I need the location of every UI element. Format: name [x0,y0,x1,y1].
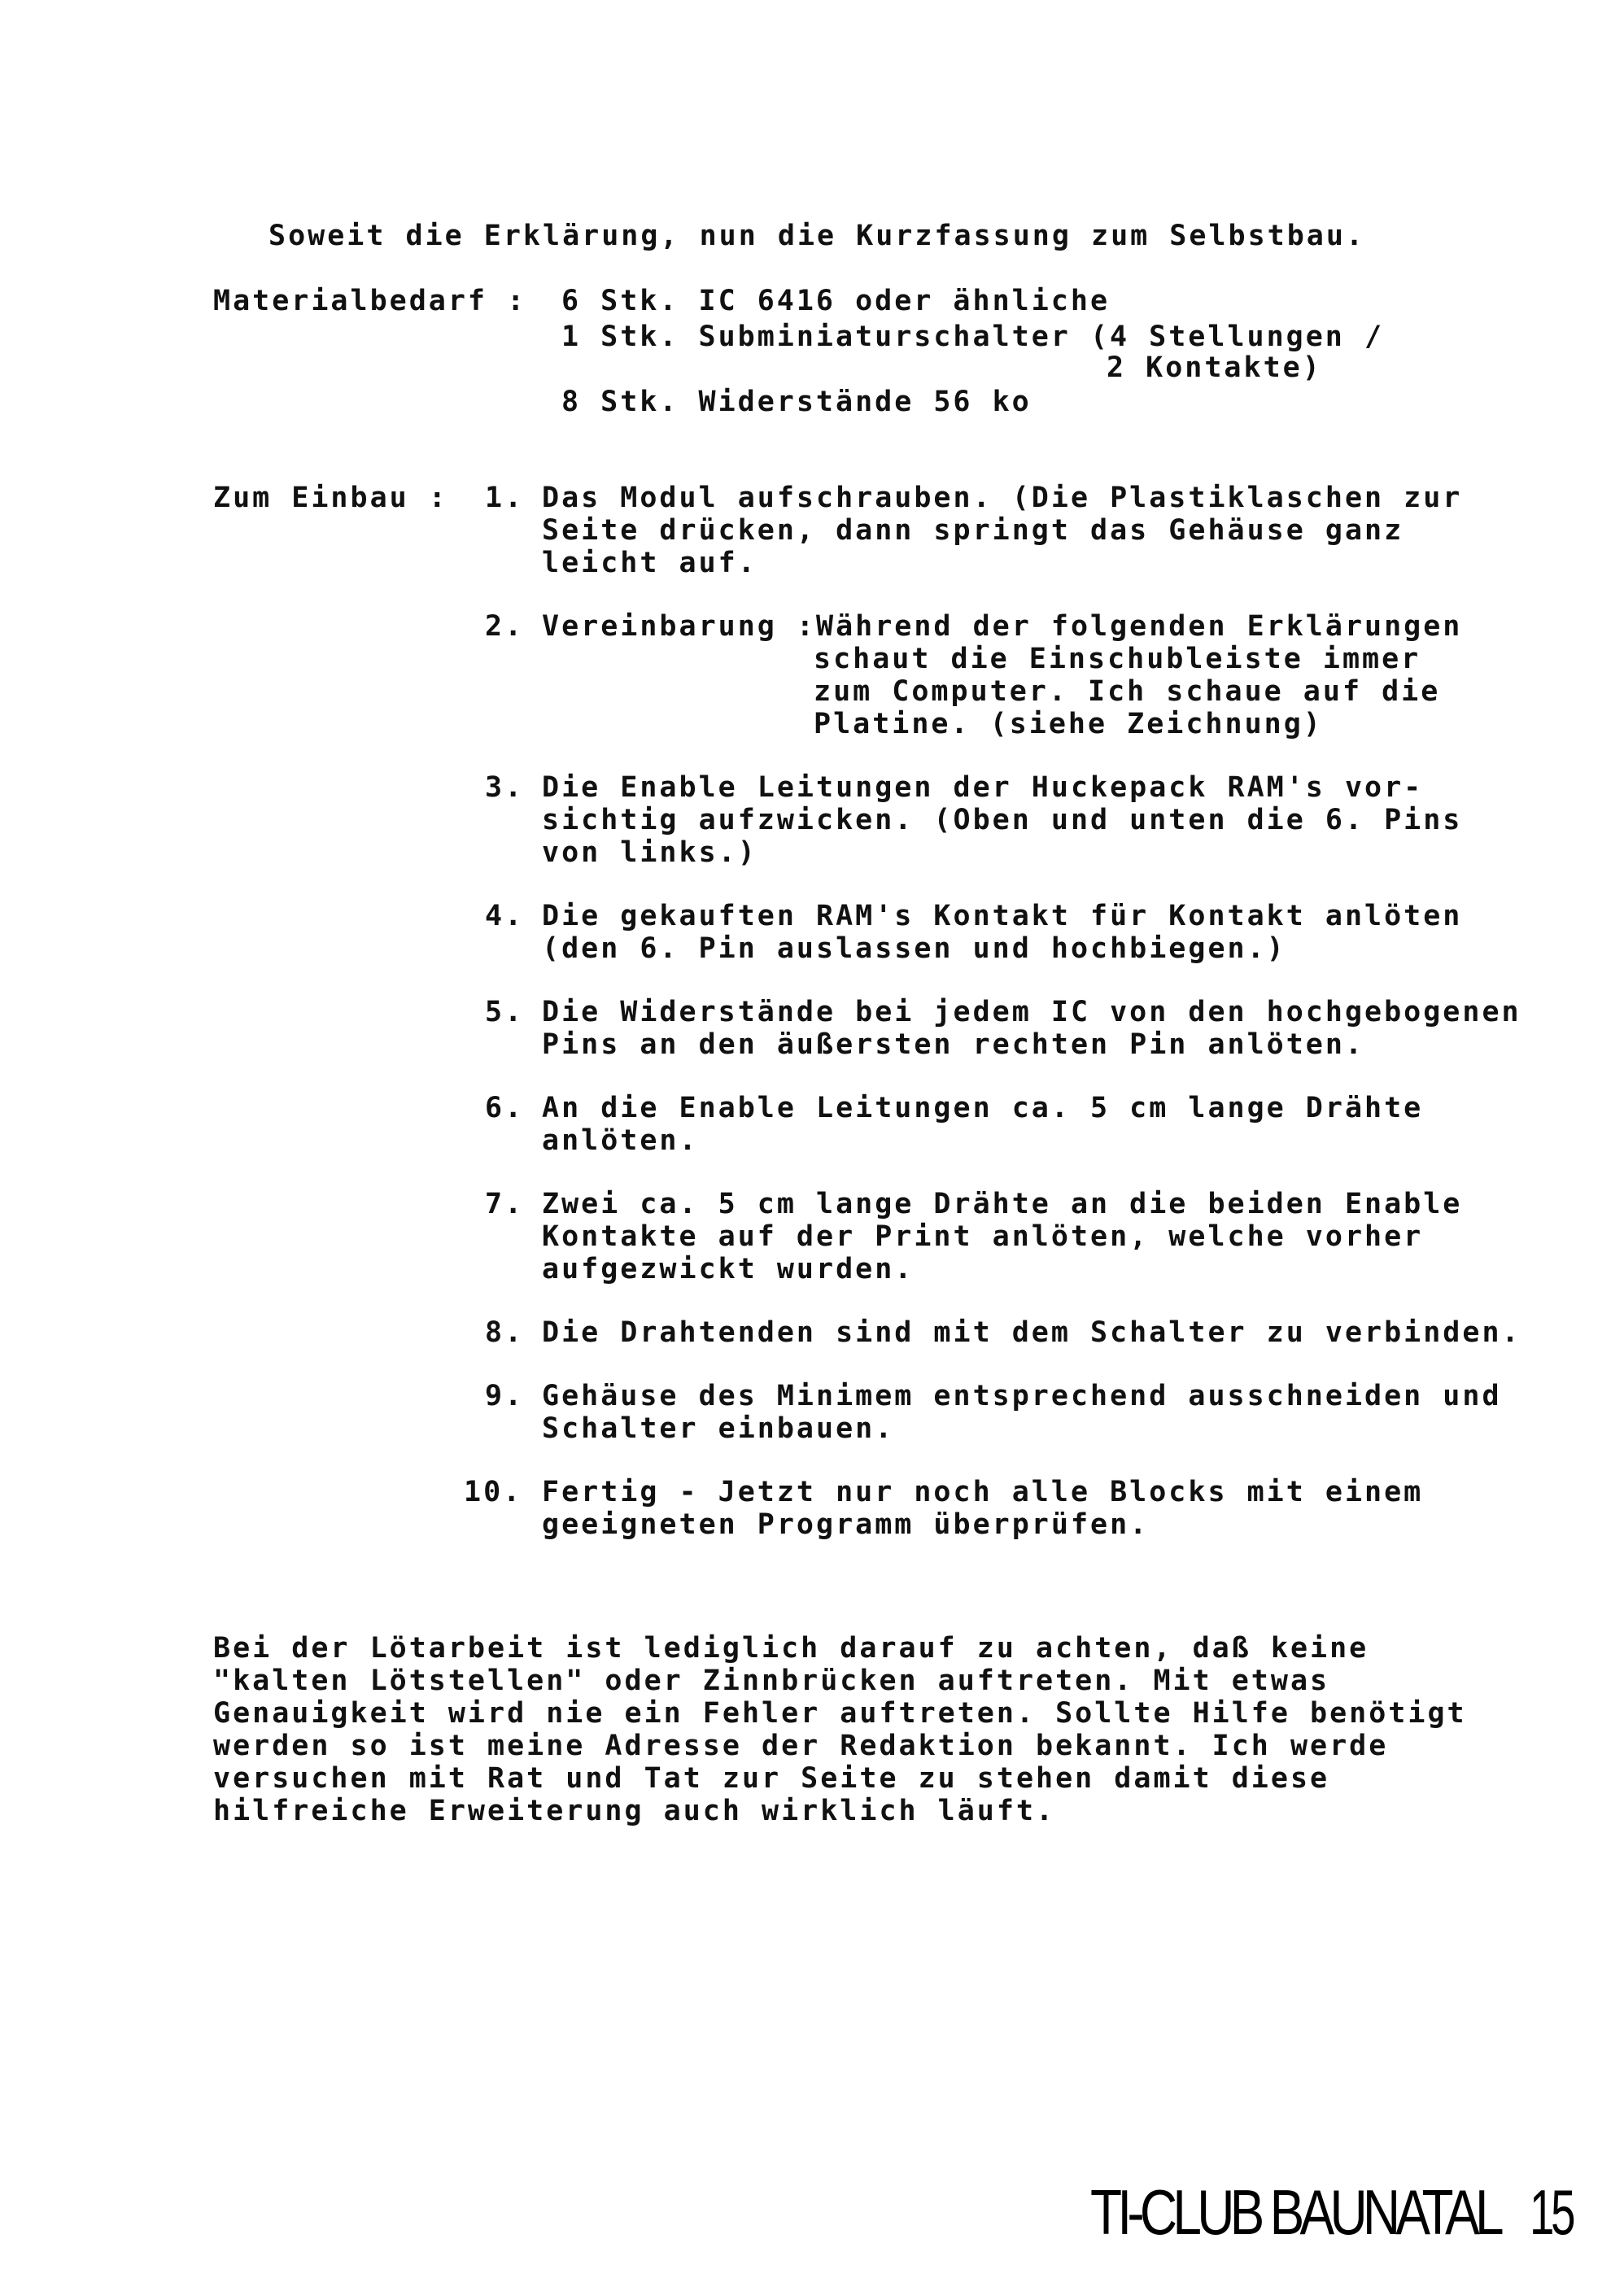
step-line: Das Modul aufschrauben. (Die Plastiklaschen zur [542,482,1463,514]
step-line: Zwei ca. 5 cm lange Drähte an die beiden Enable [542,1188,1463,1220]
einbau-label: Zum Einbau : [213,482,448,514]
step-line: Seite drücken, dann springt das Gehäuse ganz [542,514,1404,547]
step-line: anlöten. [542,1124,699,1157]
step-line: Pins an den äußersten rechten Pin anlöten. [542,1028,1365,1061]
step-line: schaut die Einschubleiste immer [814,643,1421,675]
step-line: Schalter einbauen. [542,1412,895,1445]
step-number: 7. [485,1188,525,1220]
step-number: 4. [485,900,525,932]
material-line: 6 Stk. IC 6416 oder ähnliche [561,285,1111,317]
step-line: aufgezwickt wurden. [542,1253,915,1285]
step-number: 3. [485,771,525,804]
step-line: sichtig aufzwicken. (Oben und unten die 6. Pins [542,804,1463,836]
step-number: 2. [485,610,525,643]
step-number: 6. [485,1092,525,1124]
closing-line: versuchen mit Rat und Tat zur Seite zu stehen damit diese [213,1762,1330,1795]
page-number: 15 [1530,2176,1573,2248]
step-line: Fertig - Jetzt nur noch alle Blocks mit einem [542,1476,1424,1508]
step-line: von links.) [542,836,757,869]
material-line: 1 Stk. Subminiaturschalter (4 Stellungen / [561,321,1385,353]
step-number: 8. [485,1316,525,1349]
material-line: 8 Stk. Widerstände 56 ko [561,386,1032,418]
material-line: 2 Kontakte) [1107,351,1322,384]
step-line: geeigneten Programm überprüfen. [542,1508,1150,1541]
step-line: zum Computer. Ich schaue auf die [814,675,1441,708]
step-number: 10. [464,1476,523,1508]
step-line: Die Widerstände bei jedem IC von den hochgebogenen [542,996,1521,1028]
step-line: Die gekauften RAM's Kontakt für Kontakt anlöten [542,900,1463,932]
step-number: 5. [485,996,525,1028]
closing-line: "kalten Lötstellen" oder Zinnbrücken auftreten. Mit etwas [213,1665,1330,1697]
step-line: leicht auf. [542,547,757,579]
step-number: 1. [485,482,525,514]
closing-line: hilfreiche Erweiterung auch wirklich läuft. [213,1795,1056,1827]
step-line: Die Enable Leitungen der Huckepack RAM's vor- [542,771,1424,804]
step-line: Platine. (siehe Zeichnung) [814,708,1323,740]
intro-line: Soweit die Erklärung, nun die Kurzfassung zum Selbstbau. [268,220,1366,252]
step-line: (den 6. Pin auslassen und hochbiegen.) [542,932,1286,965]
step-line: Kontakte auf der Print anlöten, welche vorher [542,1220,1424,1253]
closing-line: Bei der Lötarbeit ist lediglich darauf zu achten, daß keine [213,1632,1369,1665]
step-line: An die Enable Leitungen ca. 5 cm lange Drähte [542,1092,1424,1124]
step-line: Gehäuse des Minimem entsprechend ausschneiden und [542,1380,1502,1412]
step-line: Vereinbarung :Während der folgenden Erklärungen [542,610,1463,643]
closing-line: Genauigkeit wird nie ein Fehler auftreten. Sollte Hilfe benötigt [213,1697,1467,1730]
material-label: Materialbedarf : [213,285,527,317]
closing-line: werden so ist meine Adresse der Redaktion bekannt. Ich werde [213,1730,1389,1762]
step-line: Die Drahtenden sind mit dem Schalter zu verbinden. [542,1316,1521,1349]
step-number: 9. [485,1380,525,1412]
club-name: TI-CLUB BAUNATAL [1090,2176,1500,2248]
